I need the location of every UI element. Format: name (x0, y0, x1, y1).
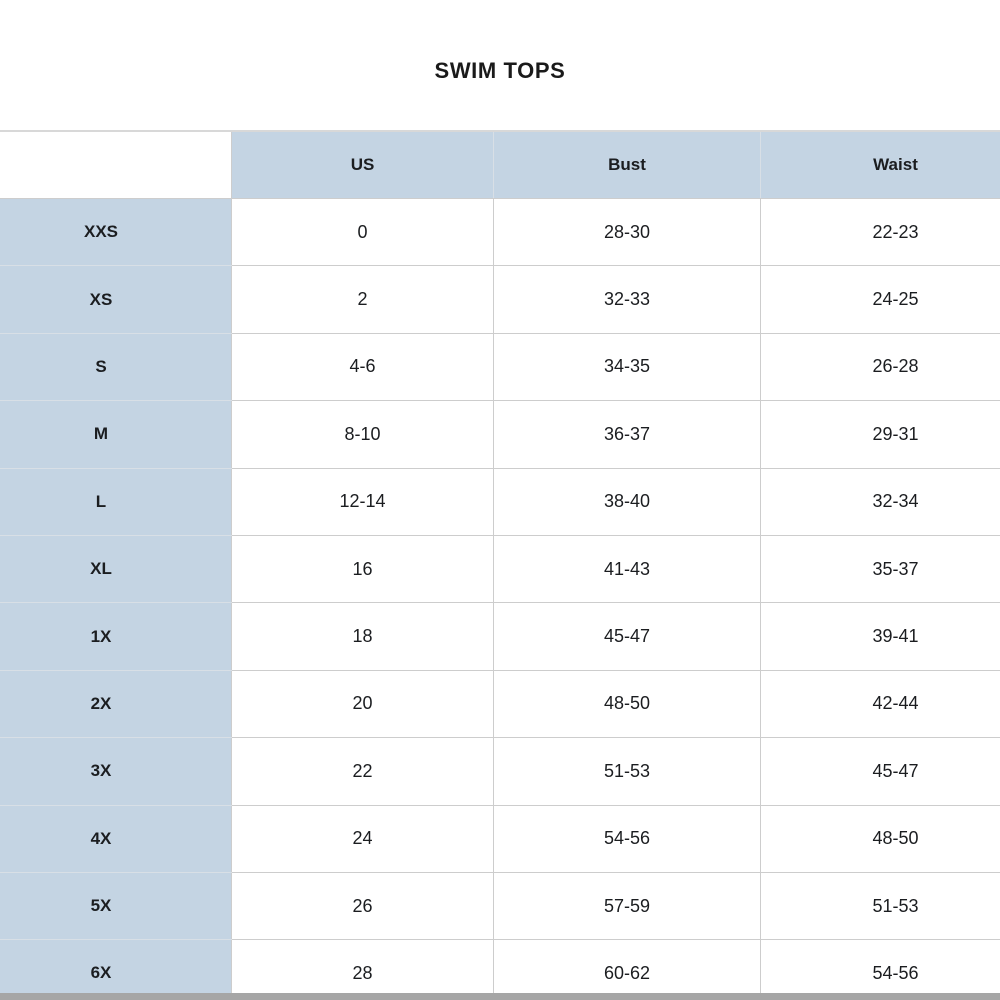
us-value-cell: 2 (232, 266, 494, 333)
waist-value-cell: 24-25 (761, 266, 1000, 333)
us-value-cell: 24 (232, 805, 494, 872)
size-label-cell: L (0, 468, 232, 535)
table-row-xxs (0, 199, 1000, 266)
size-label-cell: 5X (0, 872, 232, 939)
bust-value-cell: 57-59 (494, 872, 761, 939)
waist-value-cell: 39-41 (761, 603, 1000, 670)
table-row-xl (0, 535, 1000, 602)
us-value-cell: 26 (232, 872, 494, 939)
size-label-cell: XS (0, 266, 232, 333)
size-label-cell: 3X (0, 738, 232, 805)
bust-value-cell: 28-30 (494, 199, 761, 266)
us-value-cell: 4-6 (232, 333, 494, 400)
column-header-us: US (232, 131, 494, 199)
bust-value-cell: 38-40 (494, 468, 761, 535)
waist-value-cell: 26-28 (761, 333, 1000, 400)
bust-value-cell: 60-62 (494, 940, 761, 996)
bust-value-cell: 41-43 (494, 535, 761, 602)
bust-value-cell: 45-47 (494, 603, 761, 670)
table-row-xs (0, 266, 1000, 333)
size-label-cell: 4X (0, 805, 232, 872)
size-label-cell: 6X (0, 940, 232, 996)
size-label-cell: S (0, 333, 232, 400)
page-title: SWIM TOPS (434, 58, 566, 83)
us-value-cell: 18 (232, 603, 494, 670)
size-label-cell: XXS (0, 199, 232, 266)
table-row-6x (0, 940, 1000, 996)
waist-value-cell: 22-23 (761, 199, 1000, 266)
us-value-cell: 22 (232, 738, 494, 805)
table-row-l (0, 468, 1000, 535)
waist-value-cell: 48-50 (761, 805, 1000, 872)
us-value-cell: 28 (232, 940, 494, 996)
size-chart-body (0, 199, 1000, 997)
bust-value-cell: 34-35 (494, 333, 761, 400)
bust-value-cell: 48-50 (494, 670, 761, 737)
size-label-cell: 1X (0, 603, 232, 670)
size-label-cell: XL (0, 535, 232, 602)
size-label-cell: M (0, 401, 232, 468)
horizontal-scrollbar[interactable] (0, 993, 1000, 1000)
table-row-4x (0, 805, 1000, 872)
waist-value-cell: 45-47 (761, 738, 1000, 805)
bust-value-cell: 32-33 (494, 266, 761, 333)
us-value-cell: 12-14 (232, 468, 494, 535)
waist-value-cell: 42-44 (761, 670, 1000, 737)
bust-value-cell: 51-53 (494, 738, 761, 805)
size-label-cell: 2X (0, 670, 232, 737)
column-header-waist: Waist (761, 131, 1000, 199)
us-value-cell: 8-10 (232, 401, 494, 468)
table-row-s (0, 333, 1000, 400)
waist-value-cell: 51-53 (761, 872, 1000, 939)
us-value-cell: 0 (232, 199, 494, 266)
column-header-bust: Bust (494, 131, 761, 199)
header-row (0, 131, 1000, 199)
size-chart-table (0, 130, 1000, 996)
corner-cell (0, 131, 232, 199)
waist-value-cell: 54-56 (761, 940, 1000, 996)
waist-value-cell: 32-34 (761, 468, 1000, 535)
waist-value-cell: 29-31 (761, 401, 1000, 468)
us-value-cell: 20 (232, 670, 494, 737)
us-value-cell: 16 (232, 535, 494, 602)
table-row-5x (0, 872, 1000, 939)
table-row-m (0, 401, 1000, 468)
table-row-2x (0, 670, 1000, 737)
waist-value-cell: 35-37 (761, 535, 1000, 602)
size-chart-viewport (0, 130, 1000, 996)
table-row-1x (0, 603, 1000, 670)
table-row-3x (0, 738, 1000, 805)
bust-value-cell: 36-37 (494, 401, 761, 468)
bust-value-cell: 54-56 (494, 805, 761, 872)
